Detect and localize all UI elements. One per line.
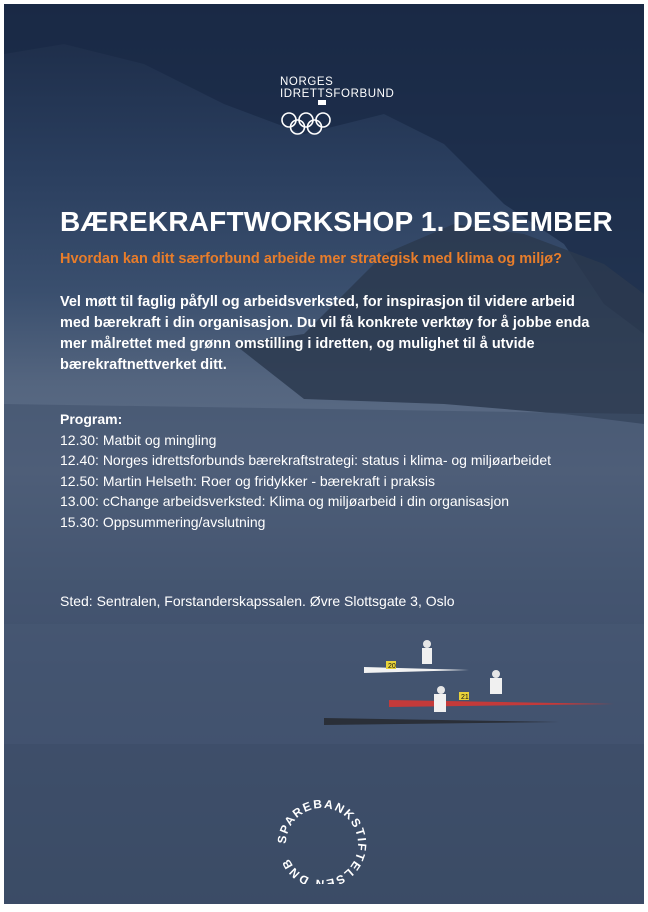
program-item: 13.00: cChange arbeidsverksted: Klima og miljøarbeid i din organisasjon bbox=[60, 493, 510, 509]
boat-number: 20 bbox=[388, 663, 396, 670]
venue: Sted: Sentralen, Forstanderskapssalen. Øvre Slottsgate 3, Oslo bbox=[60, 593, 455, 609]
page-title: BÆREKRAFTWORKSHOP 1. DESEMBER bbox=[60, 206, 613, 237]
intro-line: bærekraftnettverket ditt. bbox=[60, 357, 227, 373]
program bbox=[60, 409, 640, 532]
program-item: 12.30: Matbit og mingling bbox=[60, 431, 217, 448]
flag-mark bbox=[318, 100, 326, 105]
intro-line: med bærekraft i din organisasjon. Du vil få konkrete verktøy for å jobbe enda bbox=[60, 315, 590, 331]
poster bbox=[4, 4, 644, 904]
subtitle: Hvordan kan ditt særforbund arbeide mer strategisk med klima og miljø? bbox=[60, 251, 562, 267]
olympic-rings-icon bbox=[280, 110, 336, 138]
kayak-photo bbox=[294, 634, 624, 734]
intro-text bbox=[60, 292, 620, 376]
program-heading: Program: bbox=[60, 411, 123, 427]
boat-number: 21 bbox=[461, 694, 469, 701]
norges-idrettsforbund-logo bbox=[280, 76, 400, 100]
logo-line-1: NORGES bbox=[280, 76, 334, 88]
svg-text:SPAREBANKSTIFTELSEN DNB bbox=[275, 797, 369, 884]
program-item: 12.50: Martin Helseth: Roer og fridykker - bærekraft i praksis bbox=[60, 472, 436, 489]
intro-line: mer målrettet med grønn omstilling i idretten, og mulighet til å utvide bbox=[60, 336, 535, 352]
seal-text bbox=[266, 784, 376, 884]
seal-lettering: SPAREBANKSTIFTELSEN DNB bbox=[274, 796, 370, 884]
sparebankstiftelsen-dnb-seal bbox=[266, 784, 376, 889]
logo-line-2: IDRETTSFORBUND bbox=[280, 88, 395, 100]
intro-line: Vel møtt til faglig påfyll og arbeidsverksted, for inspirasjon til videre arbeid bbox=[60, 294, 575, 310]
program-item: 15.30: Oppsummering/avslutning bbox=[60, 513, 266, 530]
program-item: 12.40: Norges idrettsforbunds bærekraftstrategi: status i klima- og miljøarbeidet bbox=[60, 452, 551, 468]
